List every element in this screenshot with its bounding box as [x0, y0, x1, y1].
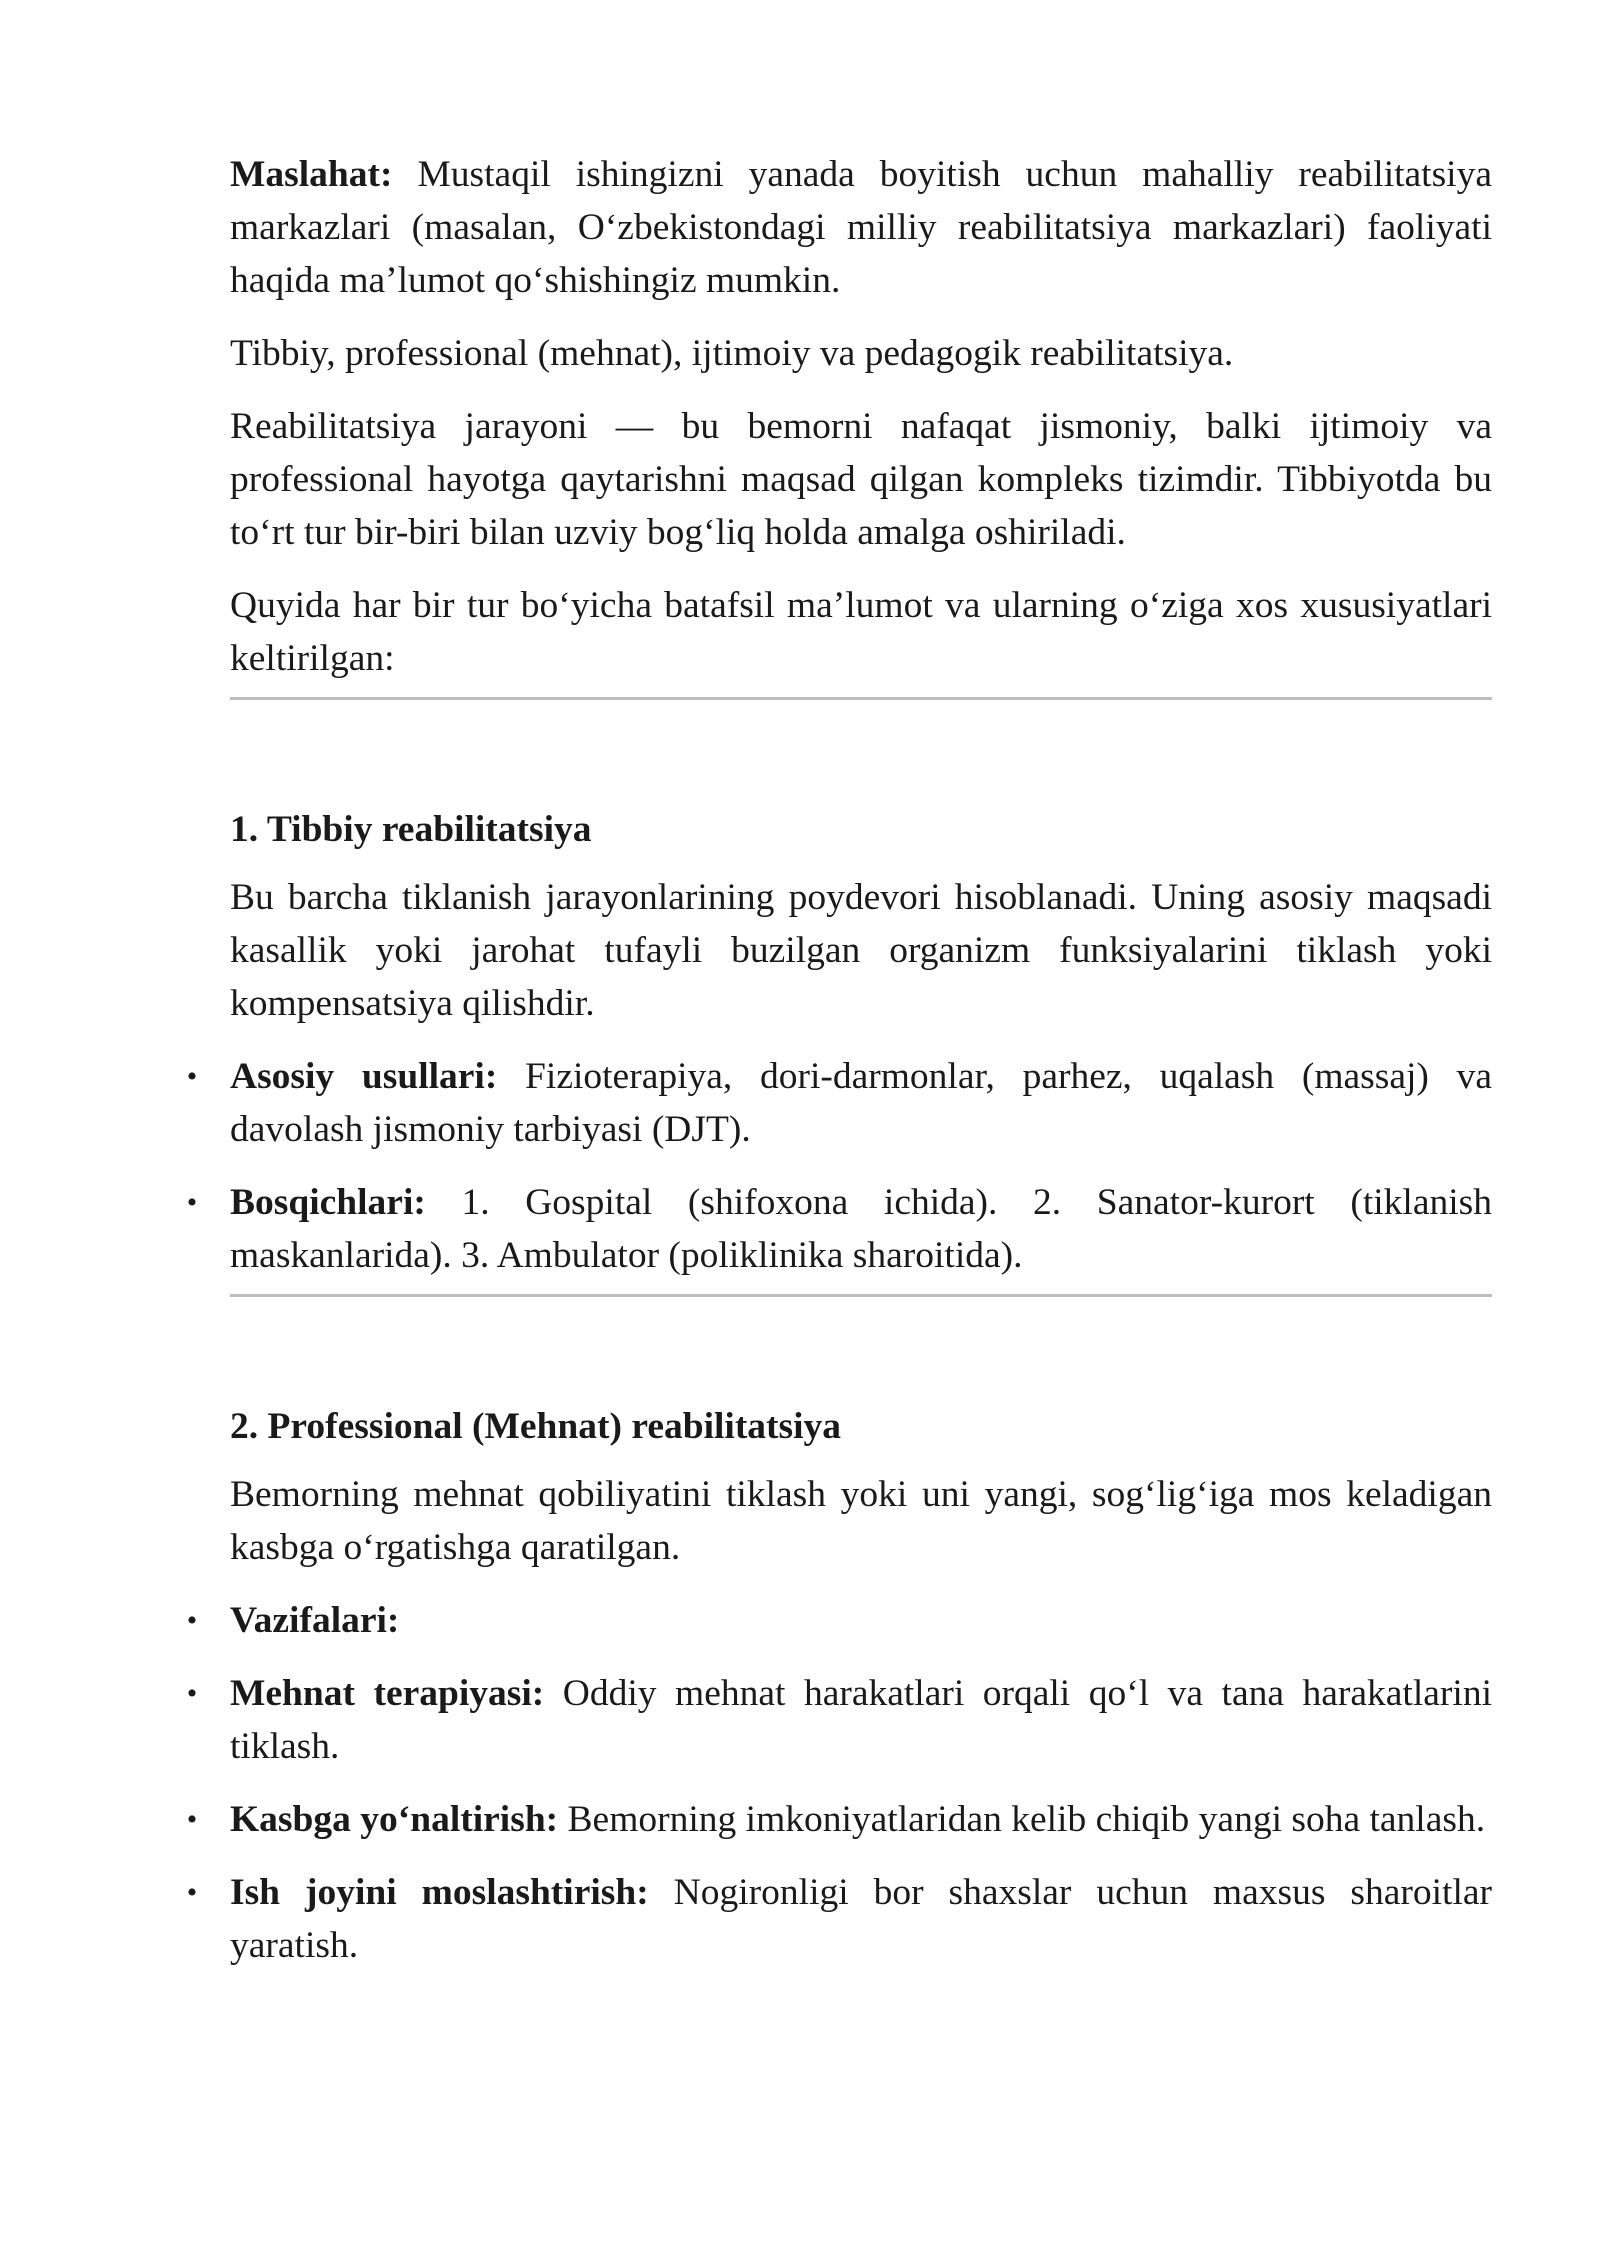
bullet-icon: • — [186, 1604, 198, 1637]
list-item-label: Ish joyini moslashtirish: — [230, 1872, 649, 1913]
document-page — [186, 148, 1492, 1992]
section-divider — [230, 1294, 1492, 1297]
bullet-icon: • — [186, 1060, 198, 1093]
list-item — [186, 1667, 1492, 1773]
list-item-text: Fizioterapiya, dori-darmonlar, parhez, uqalash (massaj) va davolash jismoniy tarbiyasi (DJT). — [230, 1056, 1492, 1150]
intro-paragraph-2: Quyida har bir tur bo‘yicha batafsil ma’lumot va ularning o‘ziga xos xususiyatlari keltirilgan: — [230, 585, 1492, 679]
section-body: Bu barcha tiklanish jarayonlarining poydevori hisoblanadi. Uning asosiy maqsadi kasallik yoki jarohat tufayli buzilgan organizm funksiyalarini tiklash yoki kompensatsiya qilishdir. — [230, 877, 1492, 1024]
list-item-text: Nogironligi bor shaxslar uchun maxsus sharoitlar yaratish. — [230, 1872, 1492, 1966]
list-item-label: Vazifalari: — [230, 1600, 400, 1641]
section-heading: 2. Professional (Mehnat) reabilitatsiya — [230, 1406, 842, 1447]
tip-paragraph — [230, 148, 1492, 307]
section-divider — [230, 697, 1492, 700]
intro-paragraph: Reabilitatsiya jarayoni — bu bemorni nafaqat jismoniy, balki ijtimoiy va professional hayotga qaytarishni maqsad qilgan kompleks tizimdir. Tibbiyotda bu to‘rt tur bir-biri bilan uzviy bog‘liq holda amalga oshiriladi. — [230, 406, 1492, 553]
list-item — [186, 1176, 1492, 1282]
tip-text: Mustaqil ishingizni yanada boyitish uchun mahalliy reabilitatsiya markazlari (masalan, O‘zbekistondagi milliy reabilitatsiya markazlari) faoliyati haqida ma’lumot qo‘shishingiz mumkin. — [230, 154, 1492, 301]
list-item — [186, 1866, 1492, 1972]
bullet-icon: • — [186, 1803, 198, 1836]
list-item-text: Oddiy mehnat harakatlari orqali qo‘l va tana harakatlarini tiklash. — [230, 1673, 1492, 1767]
topic-line: Tibbiy, professional (mehnat), ijtimoiy va pedagogik reabilitatsiya. — [230, 333, 1234, 374]
section-heading: 1. Tibbiy reabilitatsiya — [230, 809, 592, 850]
bullet-list — [186, 1050, 1492, 1282]
section-body: Bemorning mehnat qobiliyatini tiklash yoki uni yangi, sog‘lig‘iga mos keladigan kasbga o‘rgatishga qaratilgan. — [230, 1474, 1492, 1568]
list-item-label: Mehnat terapiyasi: — [230, 1673, 545, 1714]
bullet-icon: • — [186, 1186, 198, 1219]
list-item — [186, 1793, 1492, 1846]
list-item-text: 1. Gospital (shifoxona ichida). 2. Sanator-kurort (tiklanish maskanlarida). 3. Ambulator (poliklinika sharoitida). — [230, 1182, 1492, 1276]
list-item — [186, 1050, 1492, 1156]
list-item — [186, 1594, 1492, 1647]
list-item-text: Bemorning imkoniyatlaridan kelib chiqib yangi soha tanlash. — [558, 1799, 1486, 1840]
list-item-label: Kasbga yo‘naltirish: — [230, 1799, 559, 1840]
bullet-icon: • — [186, 1677, 198, 1710]
tip-label: Maslahat: — [230, 154, 393, 195]
list-item-label: Asosiy usullari: — [230, 1056, 498, 1097]
list-item-label: Bosqichlari: — [230, 1182, 426, 1223]
bullet-icon: • — [186, 1876, 198, 1909]
bullet-list — [186, 1594, 1492, 1972]
